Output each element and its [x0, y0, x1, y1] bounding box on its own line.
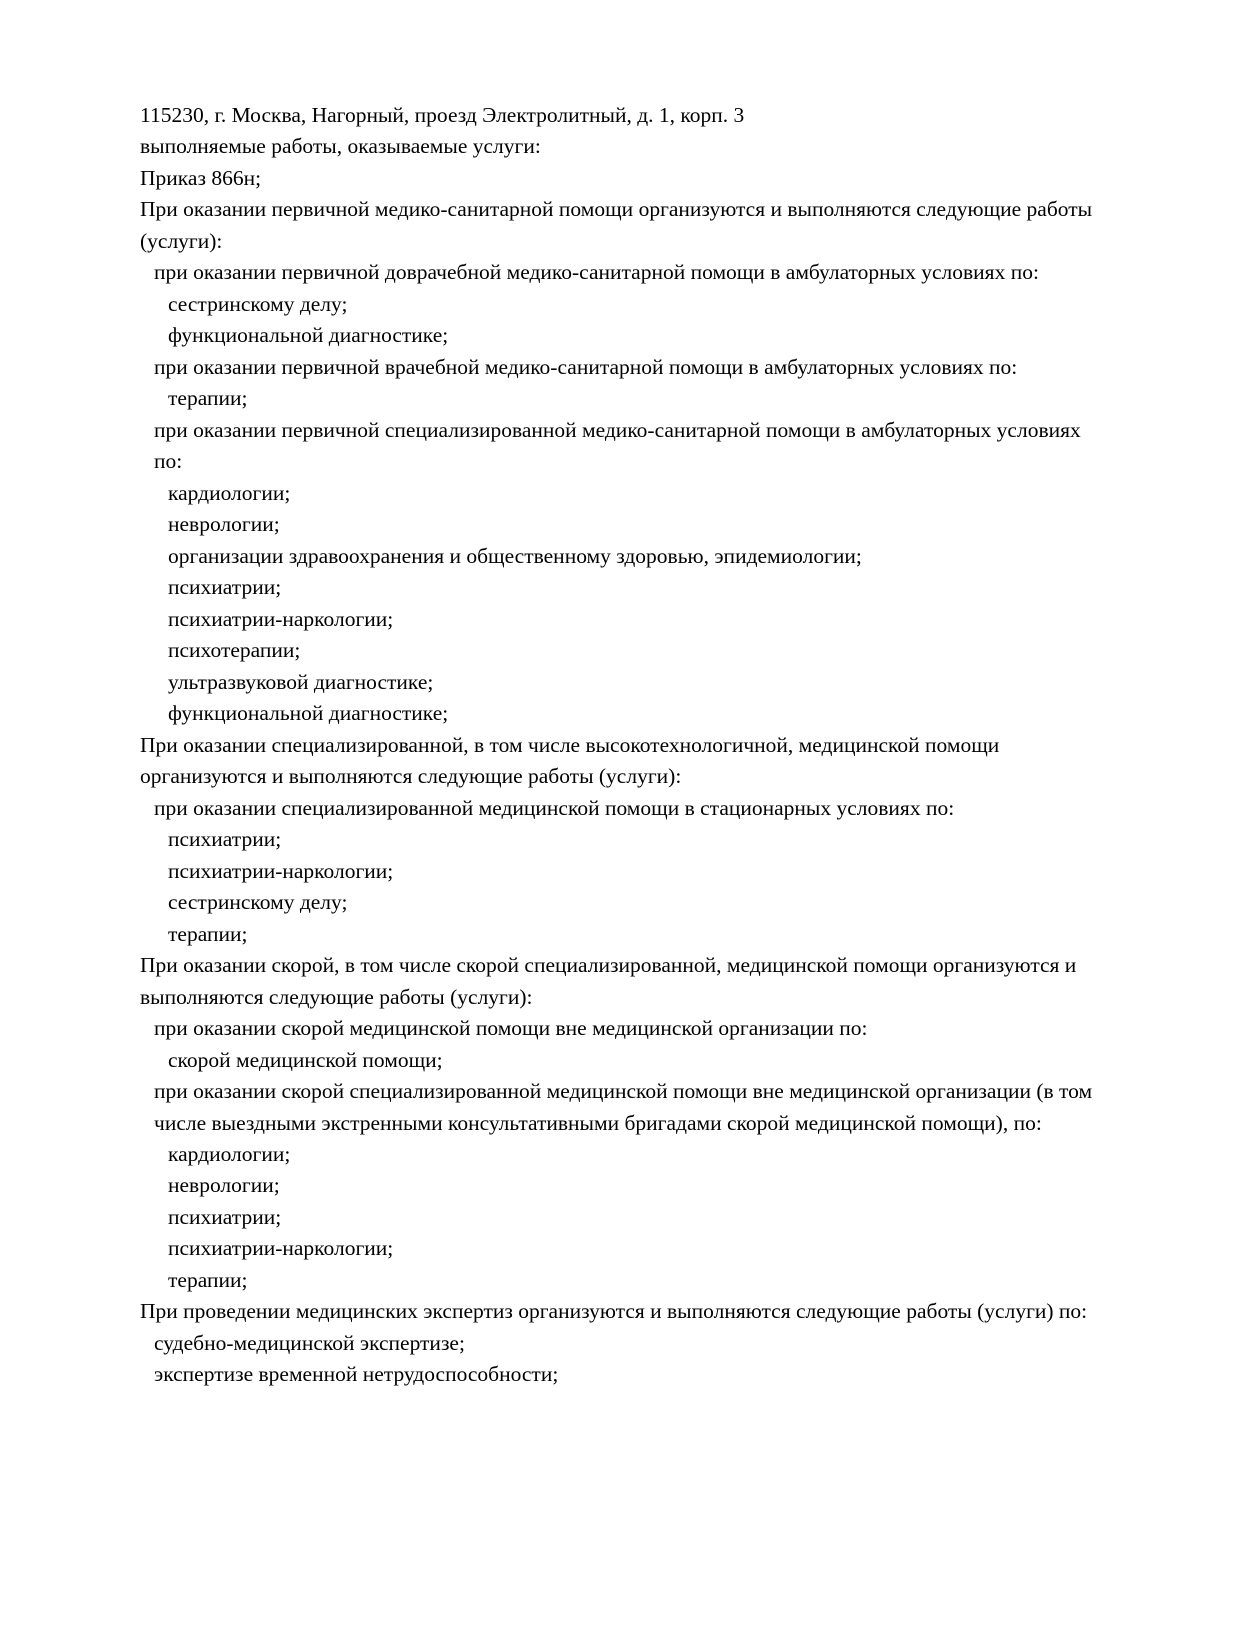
service-item: кардиологии;: [168, 1141, 291, 1166]
group-intro: при оказании первичной специализированной медико-санитарной помощи в амбулаторных условиях по:: [154, 417, 1087, 474]
service-item: психиатрии;: [168, 575, 282, 600]
group-intro: при оказании скорой медицинской помощи вне медицинской организации по:: [154, 1016, 868, 1041]
service-item: психиатрии;: [168, 827, 282, 852]
service-item: судебно-медицинской экспертизе;: [154, 1330, 465, 1355]
services-subtitle: выполняемые работы, оказываемые услуги:: [140, 134, 541, 159]
service-item: терапии;: [168, 1267, 248, 1292]
service-item: функциональной диагностике;: [168, 701, 449, 726]
group-intro: при оказании специализированной медицинской помощи в стационарных условиях по:: [154, 795, 955, 820]
group-intro: при оказании первичной доврачебной медико-санитарной помощи в амбулаторных условиях по:: [154, 260, 1039, 285]
service-item: психотерапии;: [168, 638, 301, 663]
service-item: экспертизе временной нетрудоспособности;: [154, 1362, 559, 1387]
section-heading: При оказании первичной медико-санитарной помощи организуются и выполняются следующие работы (услуги):: [140, 197, 1098, 253]
service-item: кардиологии;: [168, 480, 291, 505]
service-item: терапии;: [168, 921, 248, 946]
service-item: психиатрии;: [168, 1204, 282, 1229]
service-item: психиатрии-наркологии;: [168, 1236, 394, 1261]
group-intro: при оказании скорой специализированной медицинской помощи вне медицинской организации (в том числе выездными экстренными консультативными бригадами скорой медицинской помощи), по:: [154, 1079, 1098, 1135]
service-item: неврологии;: [168, 1173, 280, 1198]
service-item: функциональной диагностике;: [168, 323, 449, 348]
group-intro: при оказании первичной врачебной медико-санитарной помощи в амбулаторных условиях по:: [154, 354, 1018, 379]
service-item: сестринскому делу;: [168, 291, 348, 316]
service-item: сестринскому делу;: [168, 890, 348, 915]
section-heading: При оказании специализированной, в том числе высокотехнологичной, медицинской помощи организуются и выполняются следующие работы (услуги):: [140, 732, 1005, 789]
service-item: психиатрии-наркологии;: [168, 606, 394, 631]
service-item: неврологии;: [168, 512, 280, 537]
order-reference: Приказ 866н;: [140, 165, 262, 190]
section-heading: При проведении медицинских экспертиз организуются и выполняются следующие работы (услуги) по:: [140, 1299, 1088, 1324]
document-body: [140, 100, 1100, 1391]
service-item: терапии;: [168, 386, 248, 411]
service-item: ультразвуковой диагностике;: [168, 669, 434, 694]
service-item: организации здравоохранения и общественному здоровью, эпидемиологии;: [168, 543, 862, 568]
facility-address: 115230, г. Москва, Нагорный, проезд Электролитный, д. 1, корп. 3: [140, 103, 745, 127]
section-heading: При оказании скорой, в том числе скорой специализированной, медицинской помощи организуются и выполняются следующие работы (услуги):: [140, 953, 1082, 1009]
service-item: скорой медицинской помощи;: [168, 1047, 443, 1072]
service-item: психиатрии-наркологии;: [168, 858, 394, 883]
